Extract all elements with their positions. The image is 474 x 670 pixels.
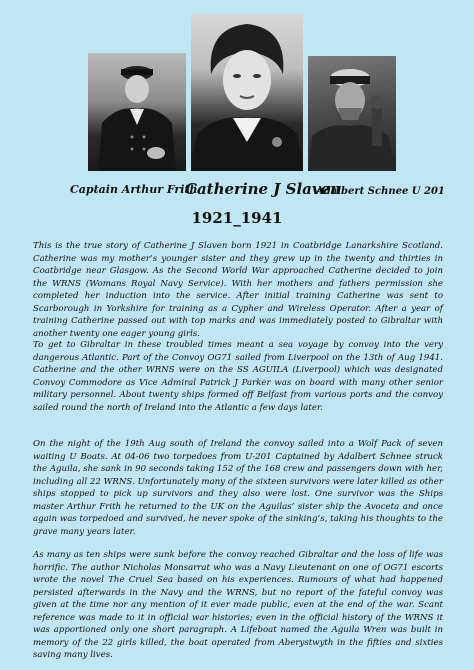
captain-caption: Captain Arthur Frith	[70, 183, 198, 196]
story-paragraph-2: To get to Gibraltar in these troubled times meant a sea voyage by convoy into the very dangerous Atlantic. Part of the Convoy OG71 sailed from Liverpool on the 13th of Aug 1941. Catherine and the other WRNS were on the SS AGUILA (Liverpool) which was designated Convoy Commodore as Vice Admiral Patrick J Parker was on board with many other senior military personnel. About twenty ships formed off Belfast from various ports and the convoy sailed round the north of Ireland into the Atlantic a few days later.	[33, 340, 443, 413]
story-paragraph-3: On the night of the 19th Aug south of Ireland the convoy sailed into a Wolf Pack of seven waiting U Boats. At 04-06 two torpedoes from U-201 Captained by Adalbert Schnee struck the Aguila, she sank in 90 seconds taking 152 of the 168 crew and passengers down with her, including all 22 WRNS. Unfortunately many of the sixteen survivors were later killed as other ships stopped to pick up survivors and they also were lost. One survivor was the Ships master Arthur Frith he returned to the UK on the Aguilas’ sister ship the Avoceta and once again was torpedoed and survived, he never spoke of the sinking’s, taking his thoughts to the grave many years later.	[33, 439, 443, 537]
story-paragraph-1: This is the true story of Catherine J Slaven born 1921 in Coatbridge Lanarkshire Scotland. Catherine was my mother’s younger sister and they grew up in the twenty and thirties in Coatbridge near Glasgow. As the Second World War approached Catherine decided to join the WRNS (Womans Royal Navy Service). With her mothers and fathers permission she completed her induction into the service. After initial training Catherine was sent to Scarborough in Yorkshire for training as a Cypher and Wireless Operator. After a year of training Catherine passed out with top marks and was immediately posted to Gibraltar with another twenty one eager young girls.	[33, 241, 443, 339]
catherine-caption: Catherine J Slaven	[185, 180, 342, 198]
adalbert-caption: Adalbert Schnee U 201	[316, 186, 445, 197]
catherine-portrait-image	[191, 14, 303, 171]
captain-portrait-image	[88, 53, 186, 171]
story-paragraph-4: As many as ten ships were sunk before the convoy reached Gibraltar and the loss of life was horrific. The author Nicholas Monsarrat who was a Navy Lieutenant on one of OG71 escorts wrote the novel The Cruel Sea based on his experiences. Rumours of what had happened persisted afterwards in the Navy and the WRNS, but no report of the fateful convoy was given at the time nor any mention of it ever made public, even at the end of the war. Scant reference was made to it in official war histories; even in the official history of the WRNS it was apportioned only one short paragraph. A Lifeboat named the Aguila Wren was built in memory of the 22 girls killed, the boat operated from Aberystwyth in the fifties and sixties saving many lives.	[33, 550, 443, 660]
adalbert-photo	[308, 56, 396, 171]
catherine-photo	[191, 14, 303, 171]
date-range-heading: 1921_1941	[191, 209, 283, 227]
captain-photo	[88, 53, 186, 171]
adalbert-portrait-image	[308, 56, 396, 171]
